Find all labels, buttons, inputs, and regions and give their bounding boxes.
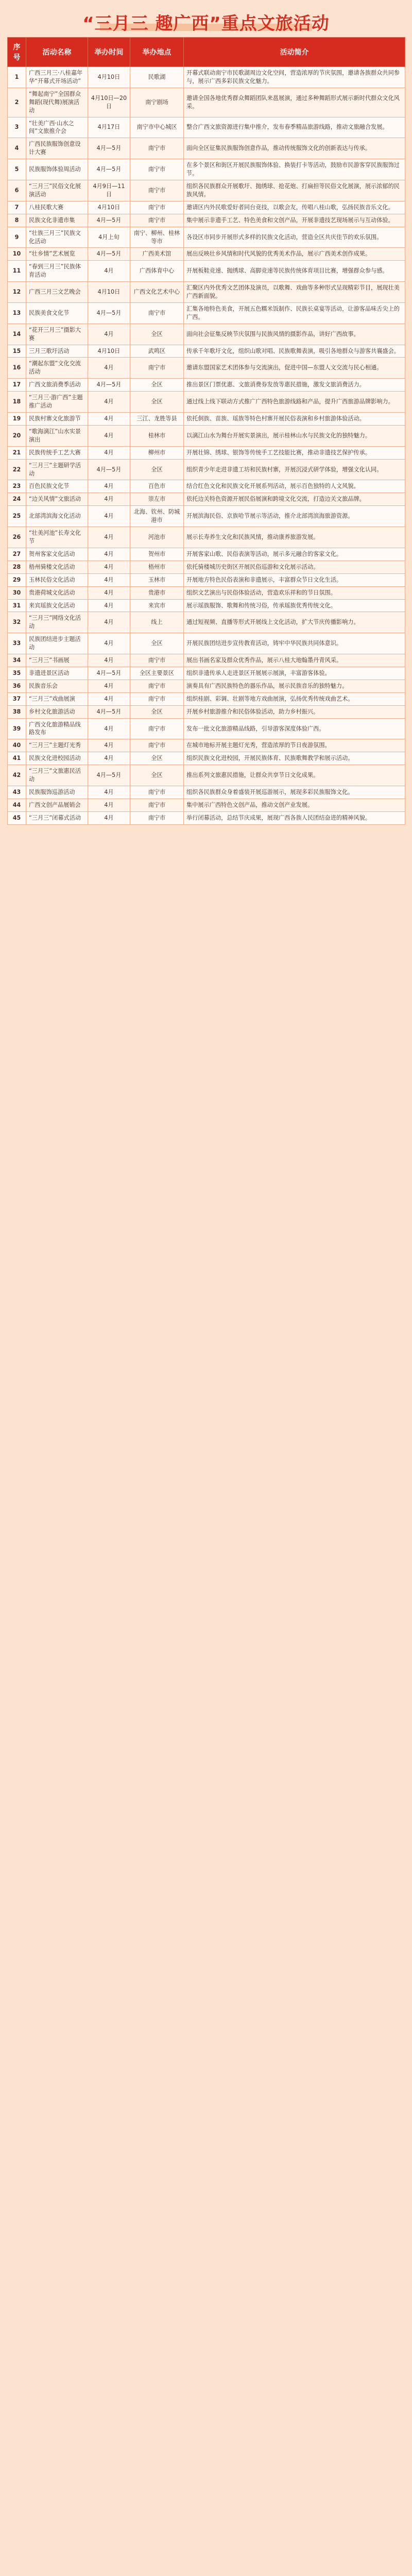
event-place: 广西文化艺术中心: [130, 282, 184, 303]
row-number: 18: [8, 392, 26, 413]
table-row: [8, 459, 405, 480]
event-description: 演奏具有广西民族特色的器乐作品，展示民族音乐的独特魅力。: [184, 680, 405, 692]
event-time: 4月: [88, 799, 130, 811]
table-row: [8, 138, 405, 159]
table-row: [8, 599, 405, 612]
event-place: 全区: [130, 752, 184, 765]
table-row: [8, 765, 405, 786]
event-name: 广西三月三·八桂嘉年华“开幕式开场活动”: [26, 67, 88, 88]
event-time: 4月: [88, 612, 130, 633]
page-title: “三月三 趣广西”重点文旅活动: [82, 13, 330, 34]
event-time: 4月10日: [88, 282, 130, 303]
row-number: 32: [8, 612, 26, 633]
event-name: 民族服饰巡游活动: [26, 786, 88, 799]
table-row: [8, 752, 405, 765]
event-time: 4月—5月: [88, 302, 130, 324]
event-name: 乡村文化旅游活动: [26, 705, 88, 718]
event-name: 民族村寨文化旅游节: [26, 413, 88, 426]
event-name: 贵港荷城文化活动: [26, 586, 88, 599]
event-name: 广西文化旅游精品线路发布: [26, 718, 88, 739]
row-number: 37: [8, 692, 26, 705]
event-description: 组织文艺演出与民俗体验活动，营造欢乐祥和的节日氛围。: [184, 586, 405, 599]
event-description: 开展壮锦、绣球、银饰等传统手工艺技能比赛，推动非遗技艺保护传承。: [184, 446, 405, 459]
table-row: [8, 786, 405, 799]
table-row: [8, 413, 405, 426]
row-number: 10: [8, 248, 26, 261]
event-place: 南宁市: [130, 692, 184, 705]
table-row: [8, 324, 405, 345]
event-place: 南宁市: [130, 201, 184, 214]
event-name: 三月三歌圩活动: [26, 345, 88, 358]
event-name: 北部湾滨海文化活动: [26, 506, 88, 527]
event-name: “三月三”文旅惠民活动: [26, 765, 88, 786]
event-name: 民族文化进校园活动: [26, 752, 88, 765]
event-time: 4月: [88, 480, 130, 493]
event-time: 4月: [88, 786, 130, 799]
event-name: “三月三”主题灯光秀: [26, 739, 88, 752]
table-row: [8, 799, 405, 811]
event-time: 4月—5月: [88, 214, 130, 227]
row-number: 30: [8, 586, 26, 599]
row-number: 42: [8, 765, 26, 786]
events-table: [7, 37, 405, 825]
event-name: “三月三·游广西”主题推广活动: [26, 392, 88, 413]
event-time: 4月: [88, 548, 130, 561]
event-description: 汇集各地特色美食，开展五色糯米饭制作、民族长桌宴等活动，让游客品味舌尖上的广西。: [184, 302, 405, 324]
table-row: [8, 561, 405, 573]
event-time: 4月: [88, 261, 130, 282]
event-time: 4月: [88, 446, 130, 459]
event-place: 全区: [130, 765, 184, 786]
event-time: 4月: [88, 324, 130, 345]
event-time: 4月: [88, 718, 130, 739]
event-time: 4月: [88, 586, 130, 599]
event-description: 推出系列文旅惠民措施，让群众共享节日文化成果。: [184, 765, 405, 786]
table-row: [8, 612, 405, 633]
event-description: 发布一批文化旅游精品线路，引导游客深度体验广西。: [184, 718, 405, 739]
event-name: 民族美食文化节: [26, 302, 88, 324]
event-name: 百色民族文化节: [26, 480, 88, 493]
table-row: [8, 392, 405, 413]
event-name: “三月三”民俗文化展演活动: [26, 180, 88, 201]
event-place: 民歌湖: [130, 67, 184, 88]
table-row: [8, 227, 405, 248]
event-description: 组织桂剧、彩调、壮剧等地方戏曲展演，弘扬优秀传统戏曲艺术。: [184, 692, 405, 705]
table-row: [8, 302, 405, 324]
event-description: 邀请全国各地优秀群众舞蹈团队来邕展演，通过多种舞蹈形式展示新时代群众文化风采。: [184, 88, 405, 117]
event-description: 展出书画名家及群众优秀作品，展示八桂大地翰墨丹青风采。: [184, 654, 405, 667]
event-place: 来宾市: [130, 599, 184, 612]
event-place: 崇左市: [130, 493, 184, 506]
event-place: 贺州市: [130, 548, 184, 561]
event-name: “壮美广西·山水之间”文旅推介会: [26, 117, 88, 138]
table-row: [8, 633, 405, 654]
event-description: 汇聚区内外优秀文艺团体及演员，以歌舞、戏曲等多种形式呈现精彩节目，展现壮美广西新面貌。: [184, 282, 405, 303]
event-description: 依托边关特色资源开展民俗展演和跨境文化交流，打造边关文旅品牌。: [184, 493, 405, 506]
event-time: 4月: [88, 692, 130, 705]
event-description: 集中展示广西特色文创产品，推动文创产业发展。: [184, 799, 405, 811]
table-row: [8, 506, 405, 527]
table-row: [8, 180, 405, 201]
event-time: 4月10日: [88, 67, 130, 88]
row-number: 14: [8, 324, 26, 345]
event-time: 4月—5月: [88, 667, 130, 680]
table-row: [8, 480, 405, 493]
event-description: 邀请东盟国家艺术团体参与交流演出，促进中国—东盟人文交流与民心相通。: [184, 358, 405, 379]
table-row: [8, 282, 405, 303]
table-header-row: [8, 38, 405, 67]
row-number: 20: [8, 425, 26, 446]
event-description: 以漓江山水为舞台开展实景演出，展示桂林山水与民族文化的独特魅力。: [184, 425, 405, 446]
event-place: 全区: [130, 324, 184, 345]
event-name: 非遗进景区活动: [26, 667, 88, 680]
event-place: 三江、龙胜等县: [130, 413, 184, 426]
event-name: “春到三月三”民族体育活动: [26, 261, 88, 282]
event-time: 4月—5月: [88, 248, 130, 261]
event-name: “三月三”书画展: [26, 654, 88, 667]
event-time: 4月: [88, 392, 130, 413]
event-description: 展示长寿养生文化和民族风情，推动康养旅游发展。: [184, 527, 405, 548]
event-time: 4月10日: [88, 201, 130, 214]
row-number: 16: [8, 358, 26, 379]
event-place: 全区: [130, 379, 184, 392]
event-name: “舞起南宁”全国群众舞蹈(现代舞)展演活动: [26, 88, 88, 117]
event-time: 4月10日—20日: [88, 88, 130, 117]
table-row: [8, 379, 405, 392]
table-body: [8, 67, 405, 825]
event-name: 来宾瑶族文化活动: [26, 599, 88, 612]
row-number: 21: [8, 446, 26, 459]
event-description: 组织各民族群众开展歌圩、抛绣球、抢花炮、打扁担等民俗文化展演，展示浓郁的民族风情。: [184, 180, 405, 201]
table-row: [8, 811, 405, 824]
table-row: [8, 548, 405, 561]
table-row: [8, 527, 405, 548]
event-time: 4月9日—11日: [88, 180, 130, 201]
event-place: 北海、钦州、防城港市: [130, 506, 184, 527]
event-time: 4月10日: [88, 345, 130, 358]
table-row: [8, 261, 405, 282]
header-name: 活动名称: [26, 38, 88, 67]
event-description: 组织青少年走进非遗工坊和民族村寨，开展沉浸式研学体验，增强文化认同。: [184, 459, 405, 480]
event-name: “三月三”网络文化活动: [26, 612, 88, 633]
event-description: 在多个景区和街区开展民族服饰体验、换装打卡等活动，鼓励市民游客穿民族服饰过节。: [184, 159, 405, 180]
event-name: 广西三月三文艺晚会: [26, 282, 88, 303]
table-row: [8, 67, 405, 88]
table-row: [8, 159, 405, 180]
event-place: 南宁市: [130, 180, 184, 201]
event-place: 桂林市: [130, 425, 184, 446]
row-number: 24: [8, 493, 26, 506]
row-number: 27: [8, 548, 26, 561]
event-name: 广西民族服饰创意设计大赛: [26, 138, 88, 159]
row-number: 12: [8, 282, 26, 303]
row-number: 41: [8, 752, 26, 765]
event-place: 玉林市: [130, 573, 184, 586]
event-description: 整合广西文旅资源进行集中推介，发布春季精品旅游线路，推动文旅融合发展。: [184, 117, 405, 138]
table-row: [8, 117, 405, 138]
event-description: 举行闭幕活动，总结节庆成果，展现广西各族人民团结奋进的精神风貌。: [184, 811, 405, 824]
event-name: 民族团结进步主题活动: [26, 633, 88, 654]
table-row: [8, 446, 405, 459]
row-number: 28: [8, 561, 26, 573]
event-description: 开展乡村旅游推介和民俗体验活动，助力乡村振兴。: [184, 705, 405, 718]
event-place: 柳州市: [130, 446, 184, 459]
event-name: 玉林民俗文化活动: [26, 573, 88, 586]
event-time: 4月: [88, 506, 130, 527]
event-place: 全区: [130, 705, 184, 718]
row-number: 38: [8, 705, 26, 718]
table-row: [8, 358, 405, 379]
table-row: [8, 345, 405, 358]
row-number: 1: [8, 67, 26, 88]
event-time: 4月: [88, 425, 130, 446]
event-description: 开幕式联动南宁市民歌湖周边文化空间，营造浓厚的节庆氛围，邀请各族群众共同参与，展示广西多彩民族文化魅力。: [184, 67, 405, 88]
row-number: 39: [8, 718, 26, 739]
event-time: 4月: [88, 752, 130, 765]
row-number: 7: [8, 201, 26, 214]
event-description: 结合红色文化和民族文化开展系列活动，展示百色独特的人文风貌。: [184, 480, 405, 493]
event-time: 4月上旬: [88, 227, 130, 248]
event-place: 河池市: [130, 527, 184, 548]
event-place: 南宁市: [130, 680, 184, 692]
event-name: “歌海漓江”山水实景演出: [26, 425, 88, 446]
event-name: 广西文旅消费季活动: [26, 379, 88, 392]
event-place: 南宁市: [130, 302, 184, 324]
event-name: “花开三月三”摄影大赛: [26, 324, 88, 345]
event-description: 展示瑶族服饰、歌舞和传统习俗，传承瑶族优秀传统文化。: [184, 599, 405, 612]
event-name: 贺州客家文化活动: [26, 548, 88, 561]
table-row: [8, 573, 405, 586]
row-number: 4: [8, 138, 26, 159]
event-name: 广西文创产品展销会: [26, 799, 88, 811]
event-place: 南宁市: [130, 654, 184, 667]
event-name: 民族音乐会: [26, 680, 88, 692]
event-description: 传承千年歌圩文化，组织山歌对唱、民族歌舞表演，吸引各地群众与游客共襄盛会。: [184, 345, 405, 358]
event-time: 4月—5月: [88, 705, 130, 718]
event-time: 4月: [88, 358, 130, 379]
row-number: 43: [8, 786, 26, 799]
event-description: 集中展示非遗手工艺、特色美食和文创产品，开展非遗技艺现场展示与互动体验。: [184, 214, 405, 227]
event-description: 通过线上线下联动方式推广广西特色旅游线路和产品，提升广西旅游品牌影响力。: [184, 392, 405, 413]
event-description: 开展板鞋竞速、抛绣球、高脚竞速等民族传统体育项目比赛，增强群众参与感。: [184, 261, 405, 282]
event-time: 4月17日: [88, 117, 130, 138]
event-name: “壮乡情”艺术展览: [26, 248, 88, 261]
event-place: 南宁市: [130, 358, 184, 379]
row-number: 17: [8, 379, 26, 392]
row-number: 6: [8, 180, 26, 201]
event-name: 民族服饰体验周活动: [26, 159, 88, 180]
event-description: 邀请区内外民歌爱好者同台竞技，以歌会友，传唱八桂山歌，弘扬民族音乐文化。: [184, 201, 405, 214]
row-number: 3: [8, 117, 26, 138]
event-name: 民族传统手工艺大赛: [26, 446, 88, 459]
event-name: “壮美河池”长寿文化节: [26, 527, 88, 548]
event-place: 线上: [130, 612, 184, 633]
event-time: 4月: [88, 573, 130, 586]
event-place: 全区: [130, 633, 184, 654]
row-number: 31: [8, 599, 26, 612]
row-number: 2: [8, 88, 26, 117]
row-number: 11: [8, 261, 26, 282]
table-row: [8, 739, 405, 752]
event-name: “三月三”戏曲展演: [26, 692, 88, 705]
header-no: 序号: [8, 38, 26, 67]
event-place: 全区主要景区: [130, 667, 184, 680]
event-name: “潮起东盟”文化交流活动: [26, 358, 88, 379]
event-description: 依托侗族、苗族、瑶族等特色村寨开展民俗表演和乡村旅游体验活动。: [184, 413, 405, 426]
event-description: 组织各民族群众身着盛装开展巡游展示，展现多彩民族服饰文化。: [184, 786, 405, 799]
table-row: [8, 705, 405, 718]
row-number: 19: [8, 413, 26, 426]
row-number: 23: [8, 480, 26, 493]
event-place: 广西体育中心: [130, 261, 184, 282]
row-number: 15: [8, 345, 26, 358]
event-time: 4月—5月: [88, 159, 130, 180]
event-description: 推出景区门票优惠、文旅消费券发放等惠民措施，激发文旅消费活力。: [184, 379, 405, 392]
event-description: 展出反映壮乡风情和时代风貌的优秀美术作品，展示广西美术创作成果。: [184, 248, 405, 261]
event-place: 南宁市: [130, 159, 184, 180]
event-time: 4月: [88, 413, 130, 426]
event-description: 依托骑楼城历史街区开展民俗巡游和文化展示活动。: [184, 561, 405, 573]
row-number: 9: [8, 227, 26, 248]
row-number: 35: [8, 667, 26, 680]
event-place: 广西美术馆: [130, 248, 184, 261]
row-number: 34: [8, 654, 26, 667]
event-name: “三月三”主题研学活动: [26, 459, 88, 480]
event-description: 面向社会征集反映节庆氛围与民族风情的摄影作品，讲好广西故事。: [184, 324, 405, 345]
event-name: “边关风情”文旅活动: [26, 493, 88, 506]
event-time: 4月: [88, 633, 130, 654]
event-place: 南宁市: [130, 799, 184, 811]
event-place: 南宁市: [130, 214, 184, 227]
row-number: 44: [8, 799, 26, 811]
row-number: 26: [8, 527, 26, 548]
event-description: 开展地方特色民俗表演和非遗展示，丰富群众节日文化生活。: [184, 573, 405, 586]
row-number: 29: [8, 573, 26, 586]
table-row: [8, 425, 405, 446]
event-name: 民族文化非遗市集: [26, 214, 88, 227]
event-description: 开展客家山歌、民俗表演等活动，展示多元融合的客家文化。: [184, 548, 405, 561]
table-row: [8, 88, 405, 117]
title-block: [7, 5, 405, 37]
event-place: 南宁市: [130, 811, 184, 824]
table-row: [8, 201, 405, 214]
table-row: [8, 248, 405, 261]
event-time: 4月: [88, 599, 130, 612]
event-place: 南宁剧场: [130, 88, 184, 117]
event-description: 开展滨海民俗、京族哈节展示等活动，推介北部湾滨海旅游资源。: [184, 506, 405, 527]
table-row: [8, 718, 405, 739]
event-time: 4月—5月: [88, 379, 130, 392]
row-number: 13: [8, 302, 26, 324]
event-time: 4月—5月: [88, 459, 130, 480]
event-time: 4月: [88, 493, 130, 506]
event-time: 4月—5月: [88, 138, 130, 159]
row-number: 36: [8, 680, 26, 692]
table-row: [8, 586, 405, 599]
table-row: [8, 692, 405, 705]
event-description: 各设区市同步开展形式多样的民族文化活动，营造全区共庆佳节的欢乐氛围。: [184, 227, 405, 248]
event-time: 4月: [88, 680, 130, 692]
event-place: 南宁市: [130, 786, 184, 799]
event-name: “壮族三月三”民族文化活动: [26, 227, 88, 248]
event-place: 全区: [130, 392, 184, 413]
event-description: 组织非遗传承人走进景区开展展示展演，丰富游客体验。: [184, 667, 405, 680]
table-row: [8, 654, 405, 667]
event-time: 4月: [88, 811, 130, 824]
event-place: 梧州市: [130, 561, 184, 573]
event-description: 面向全区征集民族服饰创意作品，推动传统服饰文化的创新表达与传承。: [184, 138, 405, 159]
row-number: 40: [8, 739, 26, 752]
event-time: 4月: [88, 654, 130, 667]
row-number: 5: [8, 159, 26, 180]
event-time: 4月: [88, 561, 130, 573]
event-place: 南宁市中心城区: [130, 117, 184, 138]
row-number: 45: [8, 811, 26, 824]
event-place: 南宁市: [130, 739, 184, 752]
event-name: 梧州骑楼文化活动: [26, 561, 88, 573]
event-place: 南宁市: [130, 718, 184, 739]
event-place: 贵港市: [130, 586, 184, 599]
header-time: 举办时间: [88, 38, 130, 67]
table-row: [8, 214, 405, 227]
table-row: [8, 680, 405, 692]
header-place: 举办地点: [130, 38, 184, 67]
row-number: 8: [8, 214, 26, 227]
event-place: 百色市: [130, 480, 184, 493]
event-name: “三月三”闭幕式活动: [26, 811, 88, 824]
event-description: 通过短视频、直播等形式开展线上文化活动，扩大节庆传播影响力。: [184, 612, 405, 633]
event-description: 在城市地标开展主题灯光秀，营造浓厚的节日夜游氛围。: [184, 739, 405, 752]
event-place: 南宁市: [130, 138, 184, 159]
event-name: 八桂民歌大赛: [26, 201, 88, 214]
table-row: [8, 667, 405, 680]
event-place: 南宁、柳州、桂林等市: [130, 227, 184, 248]
event-description: 组织民族文化进校园，开展民族体育、民族歌舞教学和展示活动。: [184, 752, 405, 765]
event-place: 全区: [130, 459, 184, 480]
row-number: 25: [8, 506, 26, 527]
event-place: 武鸣区: [130, 345, 184, 358]
event-time: 4月—5月: [88, 765, 130, 786]
row-number: 22: [8, 459, 26, 480]
event-time: 4月: [88, 527, 130, 548]
event-time: 4月: [88, 739, 130, 752]
header-desc: 活动简介: [184, 38, 405, 67]
row-number: 33: [8, 633, 26, 654]
event-description: 开展民族团结进步宣传教育活动，铸牢中华民族共同体意识。: [184, 633, 405, 654]
table-row: [8, 493, 405, 506]
